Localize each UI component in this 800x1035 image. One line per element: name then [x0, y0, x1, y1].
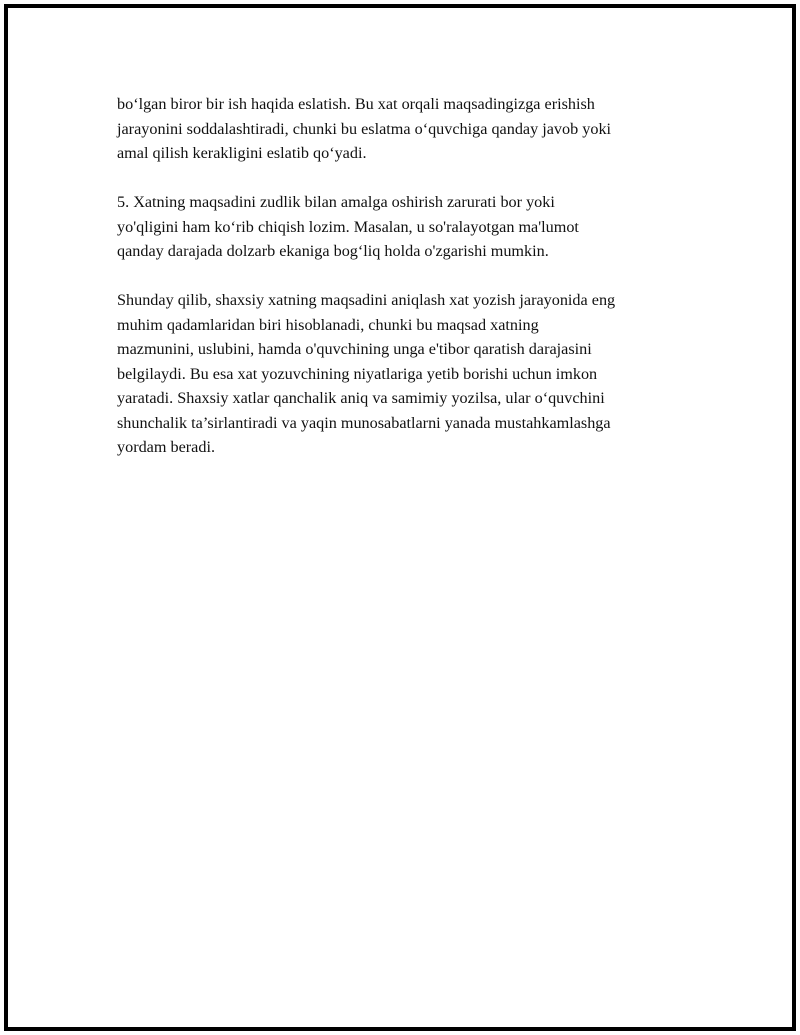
text-line: shunchalik ta’sirlantiradi va yaqin munosabatlarni yanada mustahkamlashga	[117, 413, 611, 432]
text-line: yordam beradi.	[117, 438, 215, 456]
text-line: qanday darajada dolzarb ekaniga bog‘liq holda o'zgarishi mumkin.	[117, 242, 549, 260]
paragraph-point-5	[117, 190, 697, 264]
text-line: 5. Xatning maqsadini zudlik bilan amalga oshirish zarurati bor yoki	[117, 193, 555, 211]
text-line: bo‘lgan biror bir ish haqida eslatish. Bu xat orqali maqsadingizga erishish	[117, 95, 595, 113]
paragraph-conclusion	[117, 288, 697, 460]
text-line: muhim qadamlaridan biri hisoblanadi, chunki bu maqsad xatning	[117, 315, 539, 334]
text-line: amal qilish kerakligini eslatib qo‘yadi.	[117, 144, 367, 162]
document-body	[117, 92, 697, 484]
text-line: jarayonini soddalashtiradi, chunki bu eslatma o‘quvchiga qanday javob yoki	[117, 119, 612, 138]
paragraph-reminder	[117, 92, 697, 166]
text-line: mazmunini, uslubini, hamda o'quvchining unga e'tibor qaratish darajasini	[117, 340, 592, 358]
text-line: yo'qligini ham ko‘rib chiqish lozim. Masalan, u so'ralayotgan ma'lumot	[117, 217, 579, 236]
text-line: Shunday qilib, shaxsiy xatning maqsadini aniqlash xat yozish jarayonida eng	[117, 291, 616, 309]
text-line: belgilaydi. Bu esa xat yozuvchining niyatlariga yetib borishi uchun imkon	[117, 364, 598, 383]
text-line: yaratadi. Shaxsiy xatlar qanchalik aniq va samimiy yozilsa, ular o‘quvchini	[117, 389, 605, 407]
